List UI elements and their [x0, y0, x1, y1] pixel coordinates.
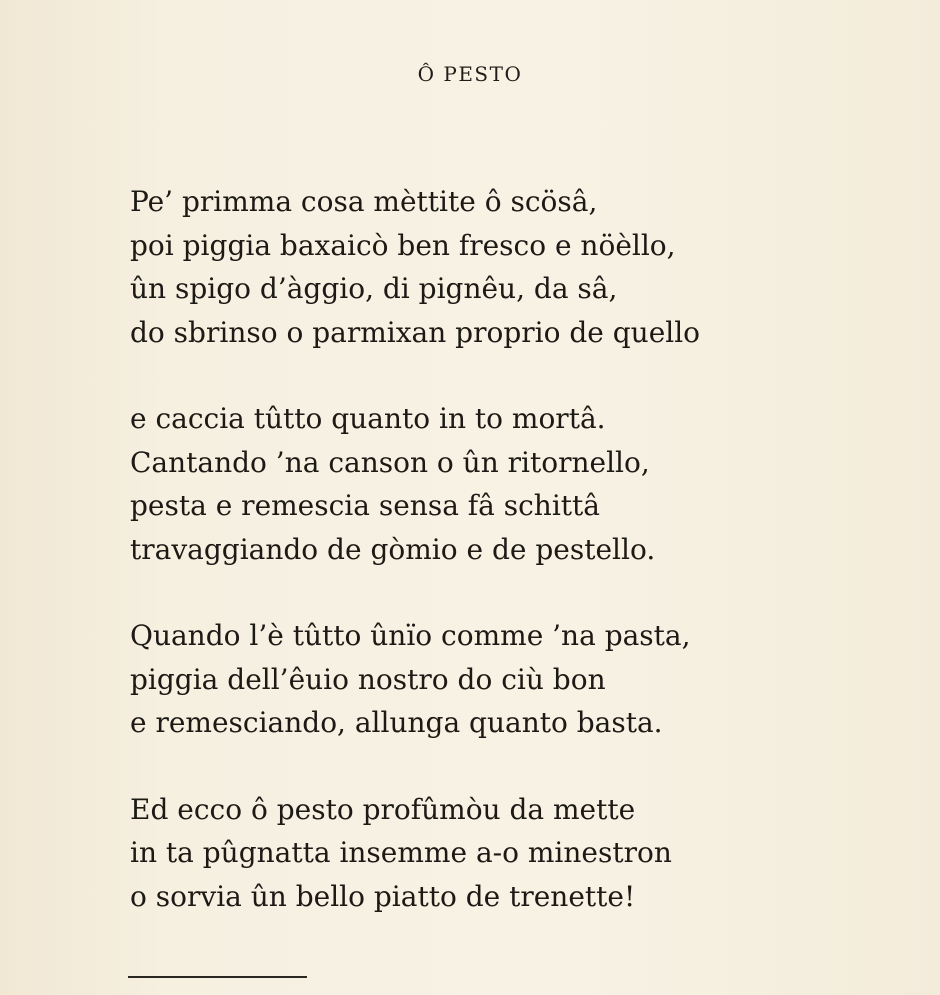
poem-line: do sbrinso o parmixan proprio de quello [130, 315, 701, 349]
poem-line: poi piggia baxaicò ben fresco e nöèllo, [130, 228, 676, 262]
poem-title: Ô PESTO [417, 62, 523, 86]
stanza-1 [130, 180, 890, 354]
poem-line: travaggiando de gòmio e de pestello. [130, 532, 656, 566]
stanza-3 [130, 614, 890, 745]
footnote-divider [128, 976, 307, 978]
poem-line: o sorvia ûn bello piatto de trenette! [130, 879, 636, 913]
poem-line: Ed ecco ô pesto profûmòu da mette [130, 792, 636, 826]
poem-line: in ta pûgnatta insemme a-o minestron [130, 836, 672, 869]
poem-line: piggia dell’êuio nostro do ciù bon [130, 662, 606, 696]
poem-line: pesta e remescia sensa fâ schittâ [130, 489, 600, 522]
stanza-2 [130, 397, 890, 571]
poem-line: e remesciando, allunga quanto basta. [130, 706, 663, 739]
poem-body [130, 180, 890, 961]
poem-line: Cantando ’na canson o ûn ritornello, [130, 445, 650, 479]
poem-line: Pe’ primma cosa mèttite ô scösâ, [130, 185, 598, 218]
stanza-4 [130, 788, 890, 919]
poem-line: ûn spigo d’àggio, di pignêu, da sâ, [130, 272, 618, 305]
poem-line: e caccia tûtto quanto in to mortâ. [130, 402, 606, 435]
poem-line: Quando l’è tûtto ûnïo comme ’na pasta, [130, 619, 691, 652]
